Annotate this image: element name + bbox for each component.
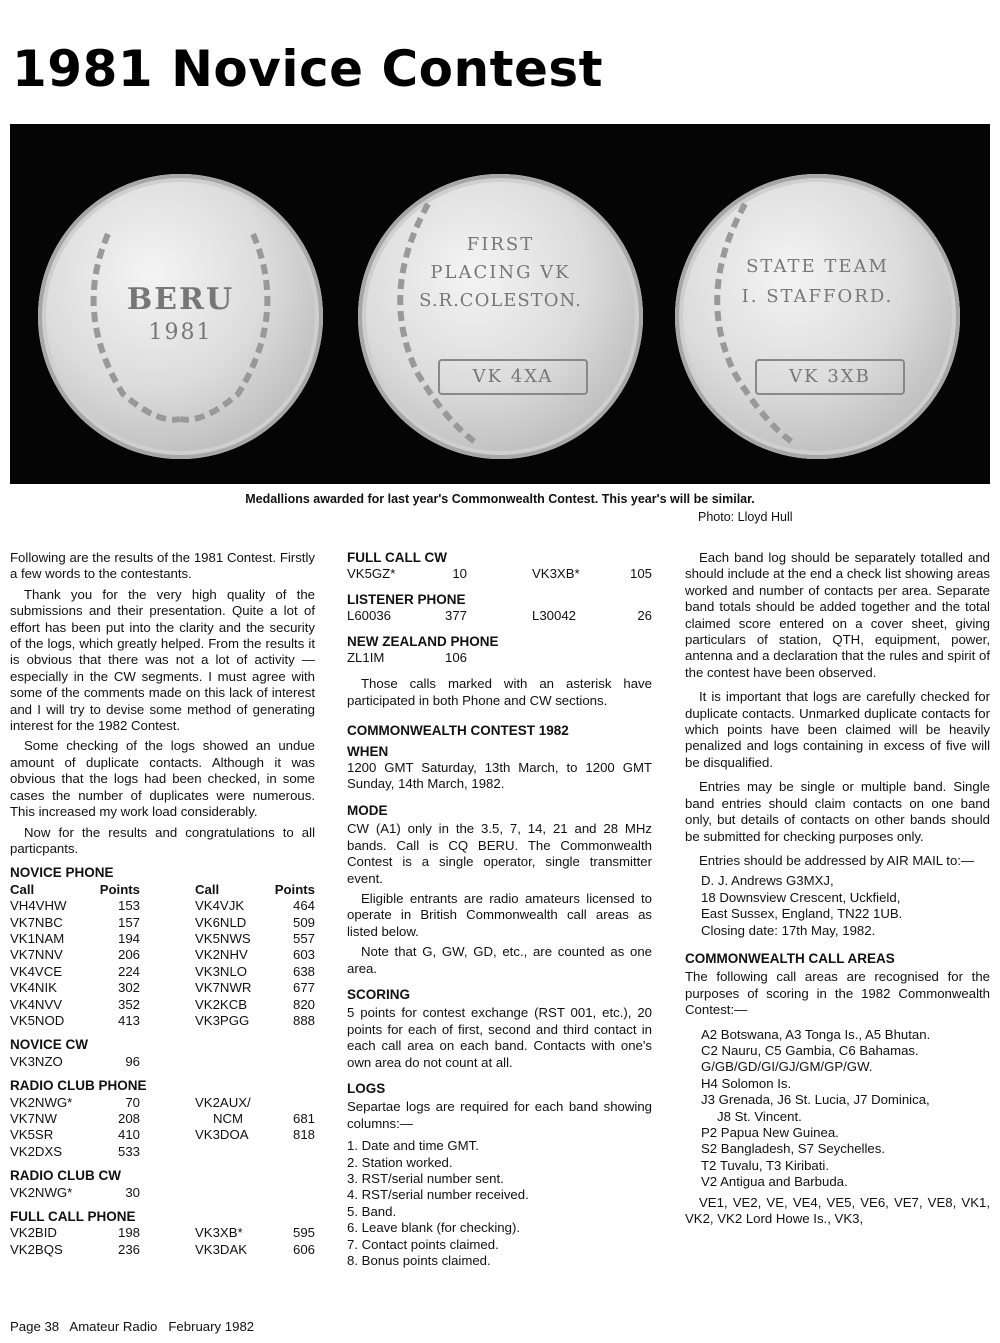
paragraph: Some checking of the logs showed an undue amount of duplicate contacts. Although it was obvious that the logs had been checked, in some cases the number of duplicates were numerous. This increased my work load considerably. [10, 738, 315, 820]
section-heading: COMMONWEALTH CONTEST 1982 [347, 723, 569, 739]
list-item: S2 Bangladesh, S7 Seychelles. [701, 1141, 886, 1157]
section-heading: FULL CALL CW [347, 550, 447, 565]
full-call-cw-table [347, 566, 652, 582]
paragraph: Note that G, GW, GD, etc., are counted as one area. [347, 944, 652, 976]
section-heading: SCORING [347, 986, 411, 1002]
table-row: VK5NOD 413 VK3PGG 888 [10, 1012, 315, 1028]
section-heading: FULL CALL PHONE [10, 1209, 136, 1225]
paragraph: Thank you for the very high quality of the submissions and their presentation. Quite a lot of effort has been put into the clarity and the security of the logs, which greatly helped. From the results it is obvious that there was not a lot of activity — especially in the CW segments. I must agree with some of the comments made on this lack of interest and I will try to devise some method of generating interest for the 1982 Contest. [10, 586, 315, 734]
paragraph: Now for the results and congratulations to all particpants. [10, 824, 315, 856]
table-row: VK2NWG* 30 [10, 1184, 140, 1200]
table-row: VK2BQS 236 VK3DAK 606 [10, 1241, 315, 1257]
medal-beru [38, 174, 323, 459]
call-areas-list [685, 1027, 990, 1191]
paragraph: Separtae logs are required for each band showing columns:— [347, 1099, 652, 1131]
section-heading: LOGS [347, 1080, 386, 1096]
list-item: 5. Band. [347, 1203, 397, 1219]
paragraph: The following call areas are recognised for the purposes of scoring in the 1982 Commonwealth Contest:— [685, 969, 990, 1018]
paragraph: Eligible entrants are radio amateurs licensed to operate in British Commonwealth call areas as listed below. [347, 890, 652, 939]
paragraph: It is important that logs are carefully checked for duplicate contacts. Unmarked duplicate contacts for which points have been claimed will be heavily penalized and logs containing in excess of five will be disqualified. [685, 689, 990, 770]
section-heading: RADIO CLUB PHONE [10, 1078, 147, 1094]
list-item: 2. Station worked. [347, 1154, 453, 1170]
table-row: VK2NWG* 70 VK2AUX/ [10, 1094, 251, 1110]
laurel-branch-icon [358, 174, 643, 459]
column-header: Call [10, 881, 35, 897]
list-item: T2 Tuvalu, T3 Kiribati. [701, 1157, 830, 1173]
address-line: 18 Downsview Crescent, Uckfield, [701, 889, 901, 905]
medal-text: S.R.COLESTON. [419, 290, 582, 311]
paragraph: Entries should be addressed by AIR MAIL to:— [699, 852, 975, 868]
radio-club-phone-table [10, 1095, 315, 1161]
address-line: Closing date: 17th May, 1982. [701, 922, 876, 938]
table-row: VK2DXS 533 [10, 1143, 140, 1159]
nz-phone-table [347, 650, 467, 666]
photo-caption: Medallions awarded for last year's Commonwealth Contest. This year's will be similar. [245, 492, 755, 506]
table-row: VH4VHW 153 VK4VJK 464 [10, 898, 315, 914]
list-item: 7. Contact points claimed. [347, 1236, 499, 1252]
table-row: VK3NZO 96 [10, 1053, 140, 1069]
laurel-branch-icon [675, 174, 960, 459]
table-row: VK5SR 410 VK3DOA 818 [10, 1127, 315, 1143]
list-item: 3. RST/serial number sent. [347, 1171, 504, 1186]
listener-phone-table [347, 608, 652, 624]
medal-text: PLACING VK [430, 262, 571, 283]
column-header: Call [195, 881, 220, 897]
table-row: VK4VCE 224 VK3NLO 638 [10, 963, 315, 979]
paragraph: 1200 GMT Saturday, 13th March, to 1200 GMT Sunday, 14th March, 1982. [347, 760, 652, 792]
column-3 [685, 550, 990, 1231]
table-row: VK4NIK 302 VK7NWR 677 [10, 980, 315, 996]
column-header: Points [99, 881, 140, 897]
medal-text: FIRST [466, 234, 535, 255]
medal-first-placing [358, 174, 643, 459]
paragraph: Following are the results of the 1981 Contest. Firstly a few words to the contestants. [10, 550, 315, 582]
page-title: 1981 Novice Contest [12, 40, 604, 98]
medal-text: STATE TEAM [746, 256, 889, 277]
address-line: D. J. Andrews G3MXJ, [701, 873, 834, 889]
medal-scroll-callsign: VK 4XA [438, 359, 588, 395]
photo-credit: Photo: Lloyd Hull [698, 510, 793, 524]
list-item: 4. RST/serial number received. [347, 1187, 529, 1203]
section-heading: WHEN [347, 743, 389, 759]
table-row: VK4NVV 352 VK2KCB 820 [10, 996, 315, 1012]
paragraph: Those calls marked with an asterisk have participated in both Phone and CW sections. [347, 676, 652, 708]
list-item: P2 Papua New Guinea. [701, 1125, 839, 1140]
novice-cw-table [10, 1054, 140, 1070]
column-header: Points [274, 881, 315, 897]
section-heading: COMMONWEALTH CALL AREAS [685, 950, 895, 966]
section-heading: NOVICE CW [10, 1037, 89, 1053]
list-item: C2 Nauru, C5 Gambia, C6 Bahamas. [701, 1042, 919, 1058]
column-1 [10, 550, 315, 1258]
medal-state-team [675, 174, 960, 459]
paragraph: CW (A1) only in the 3.5, 7, 14, 21 and 28 MHz bands. Call is CQ BERU. The Commonwealth Contest is a single operator, single transmitter event. [347, 821, 652, 886]
paragraph: VE1, VE2, VE, VE4, VE5, VE6, VE7, VE8, VK1, VK2, VK2 Lord Howe Is., VK3, [685, 1194, 990, 1227]
table-row: VK7NBC 157 VK6NLD 509 [10, 914, 315, 930]
paragraph: Entries may be single or multiple band. Single band entries should claim contacts on one band only, but details of contacts on other bands should be submitted for checking purposes only. [685, 779, 990, 844]
medal-text: I. STAFFORD. [741, 286, 894, 307]
table-row: VK1NAM 194 VK5NWS 557 [10, 930, 315, 946]
table-row: VK2BID 198 VK3XB* 595 [10, 1225, 315, 1241]
list-item: A2 Botswana, A3 Tonga Is., A5 Bhutan. [701, 1026, 931, 1042]
column-2 [347, 550, 652, 1269]
mailing-address [685, 873, 990, 939]
address-line: East Sussex, England, TN22 1UB. [701, 906, 903, 922]
list-item: 1. Date and time GMT. [347, 1138, 479, 1154]
medal-text: 1981 [148, 320, 213, 345]
list-item: H4 Solomon Is. [701, 1075, 792, 1091]
table-row: ZL1IM 106 [347, 650, 467, 666]
table-row: VK5GZ* 10 VK3XB* 105 [347, 566, 652, 582]
table-row: VK7NW 208 NCM 681 [10, 1111, 315, 1126]
list-item: G/GB/GD/GI/GJ/GM/GP/GW. [701, 1059, 873, 1075]
list-item: 6. Leave blank (for checking). [347, 1220, 520, 1236]
section-heading: NEW ZEALAND PHONE [347, 633, 499, 649]
list-item: J3 Grenada, J6 St. Lucia, J7 Dominica, [701, 1092, 930, 1108]
list-item: V2 Antigua and Barbuda. [701, 1174, 848, 1190]
novice-phone-table [10, 882, 315, 1030]
medal-scroll-callsign: VK 3XB [755, 359, 905, 395]
table-row: VK7NNV 206 VK2NHV 603 [10, 947, 315, 963]
table-row: L60036 377 L30042 26 [347, 608, 652, 624]
section-heading: RADIO CLUB CW [10, 1168, 121, 1184]
section-heading: LISTENER PHONE [347, 591, 466, 607]
list-item: J8 St. Vincent. [717, 1108, 802, 1124]
radio-club-cw-table [10, 1185, 140, 1201]
full-call-phone-table [10, 1225, 315, 1258]
list-item: 8. Bonus points claimed. [347, 1253, 491, 1269]
page-footer: Page 38 Amateur Radio February 1982 [10, 1319, 255, 1334]
section-heading: MODE [347, 802, 388, 818]
paragraph: 5 points for contest exchange (RST 001, etc.), 20 points for each of first, second and third contact in each call area on each band. Contacts with one's own area do not count at all. [347, 1005, 652, 1070]
section-heading: NOVICE PHONE [10, 865, 114, 881]
medallions-photo [10, 124, 990, 484]
paragraph: Each band log should be separately totalled and should include at the end a check list showing areas worked and number of contacts per area. Separate band totals should be added together and the total claimed score entered on a cover sheet, giving particulars of station, QTH, equipment, power, antenna and a declaration that the rules and spirit of the contest have been observed. [685, 550, 990, 680]
log-columns-list [347, 1138, 652, 1269]
medal-text: BERU [126, 282, 235, 317]
